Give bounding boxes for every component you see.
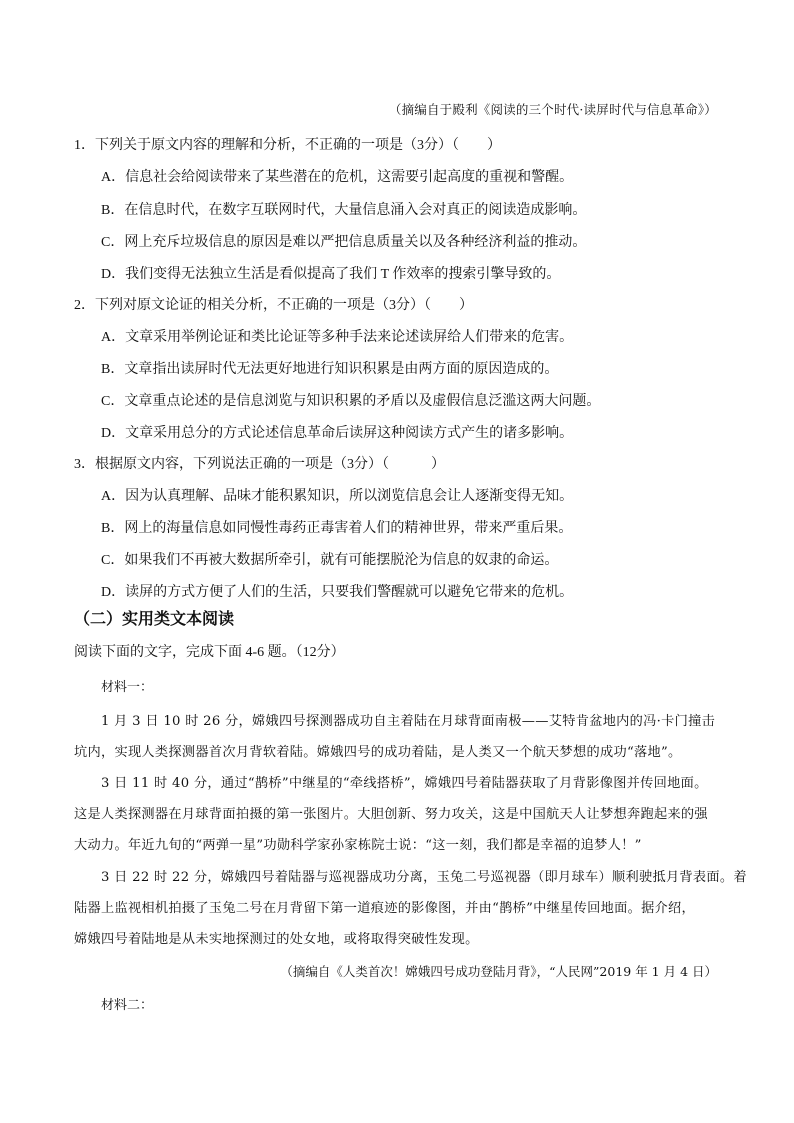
question-2-option-b: B．文章指出读屏时代无法更好地进行知识积累是由两方面的原因造成的。 (101, 362, 559, 377)
material-1-line: 坑内，实现人类探测器首次月背软着陆。嫦娥四号的成功着陆，是人类又一个航天梦想的成功“落地”。 (74, 745, 682, 760)
material-2-label: 材料二： (101, 998, 154, 1013)
article-source: （摘编自于殿利《阅读的三个时代·读屏时代与信息革命》） (388, 102, 717, 117)
question-2-option-a: A．文章采用举例论证和类比论证等多种手法来论述读屏给人们带来的危害。 (101, 330, 574, 345)
question-3-option-a: A．因为认真理解、品味才能积累知识，所以浏览信息会让人逐渐变得无知。 (101, 489, 574, 504)
question-3-option-b: B．网上的海量信息如同慢性毒药正毒害着人们的精神世界，带来严重后果。 (101, 521, 573, 536)
question-1-option-a: A．信息社会给阅读带来了某些潜在的危机，这需要引起高度的重视和警醒。 (101, 170, 574, 185)
section-title: （二）实用类文本阅读 (74, 609, 235, 628)
question-2-stem: 2．下列对原文论证的相关分析，不正确的一项是（3分）（ ） (74, 298, 473, 313)
question-2-option-d: D．文章采用总分的方式论述信息革命后读屏这种阅读方式产生的诸多影响。 (101, 426, 574, 441)
question-3-option-c: C．如果我们不再被大数据所牵引，就有可能摆脱沦为信息的奴隶的命运。 (101, 553, 559, 568)
material-1-line: 这是人类探测器在月球背面拍摄的第一张图片。大胆创新、努力攻关，这是中国航天人让梦想奔跑起来的强 (74, 807, 708, 822)
question-3-stem: 3．根据原文内容，下列说法正确的一项是（3分）（ ） (74, 457, 445, 472)
material-1-line: 3 日 11 时 40 分，通过“鹊桥”中继星的“牵线搭桥”，嫦娥四号着陆器获取了月背影像图并传回地面。 (101, 776, 708, 791)
material-1-line: 大动力。年近九旬的“两弹一星”功勋科学家孙家栋院士说：“这一刻，我们都是幸福的追梦人！” (74, 838, 642, 853)
section-intro: 阅读下面的文字，完成下面 4-6 题。（12分） (74, 645, 345, 660)
question-1-option-d: D．我们变得无法独立生活是看似提高了我们 T 作效率的搜索引擎导致的。 (101, 267, 561, 282)
material-1-source: （摘编自《人类首次！嫦娥四号成功登陆月背》，“人民网”2019 年 1 月 4 日） (280, 964, 717, 979)
material-1-line: 3 日 22 时 22 分，嫦娥四号着陆器与巡视器成功分离，玉兔二号巡视器（即月球车）顺利驶抵月背表面。着 (101, 870, 747, 885)
question-2-option-c: C．文章重点论述的是信息浏览与知识积累的矛盾以及虚假信息泛滥这两大问题。 (101, 394, 601, 409)
material-1-line: 嫦娥四号着陆地是从未实地探测过的处女地，或将取得突破性发现。 (74, 932, 479, 947)
material-1-label: 材料一： (101, 680, 154, 695)
material-1-line: 1 月 3 日 10 时 26 分，嫦娥四号探测器成功自主着陆在月球背面南极——艾特肯盆地内的冯·卡门撞击 (101, 714, 716, 729)
material-1-line: 陆器上监视相机拍摄了玉兔二号在月背留下第一道痕迹的影像图，并由“鹊桥”中继星传回地面。据介绍， (74, 901, 696, 916)
question-1-option-b: B．在信息时代，在数字互联网时代，大量信息涌入会对真正的阅读造成影响。 (101, 203, 587, 218)
question-1-stem: 1．下列关于原文内容的理解和分析，不正确的一项是（3分）（ ） (74, 138, 501, 153)
question-1-option-c: C．网上充斥垃圾信息的原因是难以严把信息质量关以及各种经济利益的推动。 (101, 235, 587, 250)
question-3-option-d: D．读屏的方式方便了人们的生活，只要我们警醒就可以避免它带来的危机。 (101, 585, 574, 600)
